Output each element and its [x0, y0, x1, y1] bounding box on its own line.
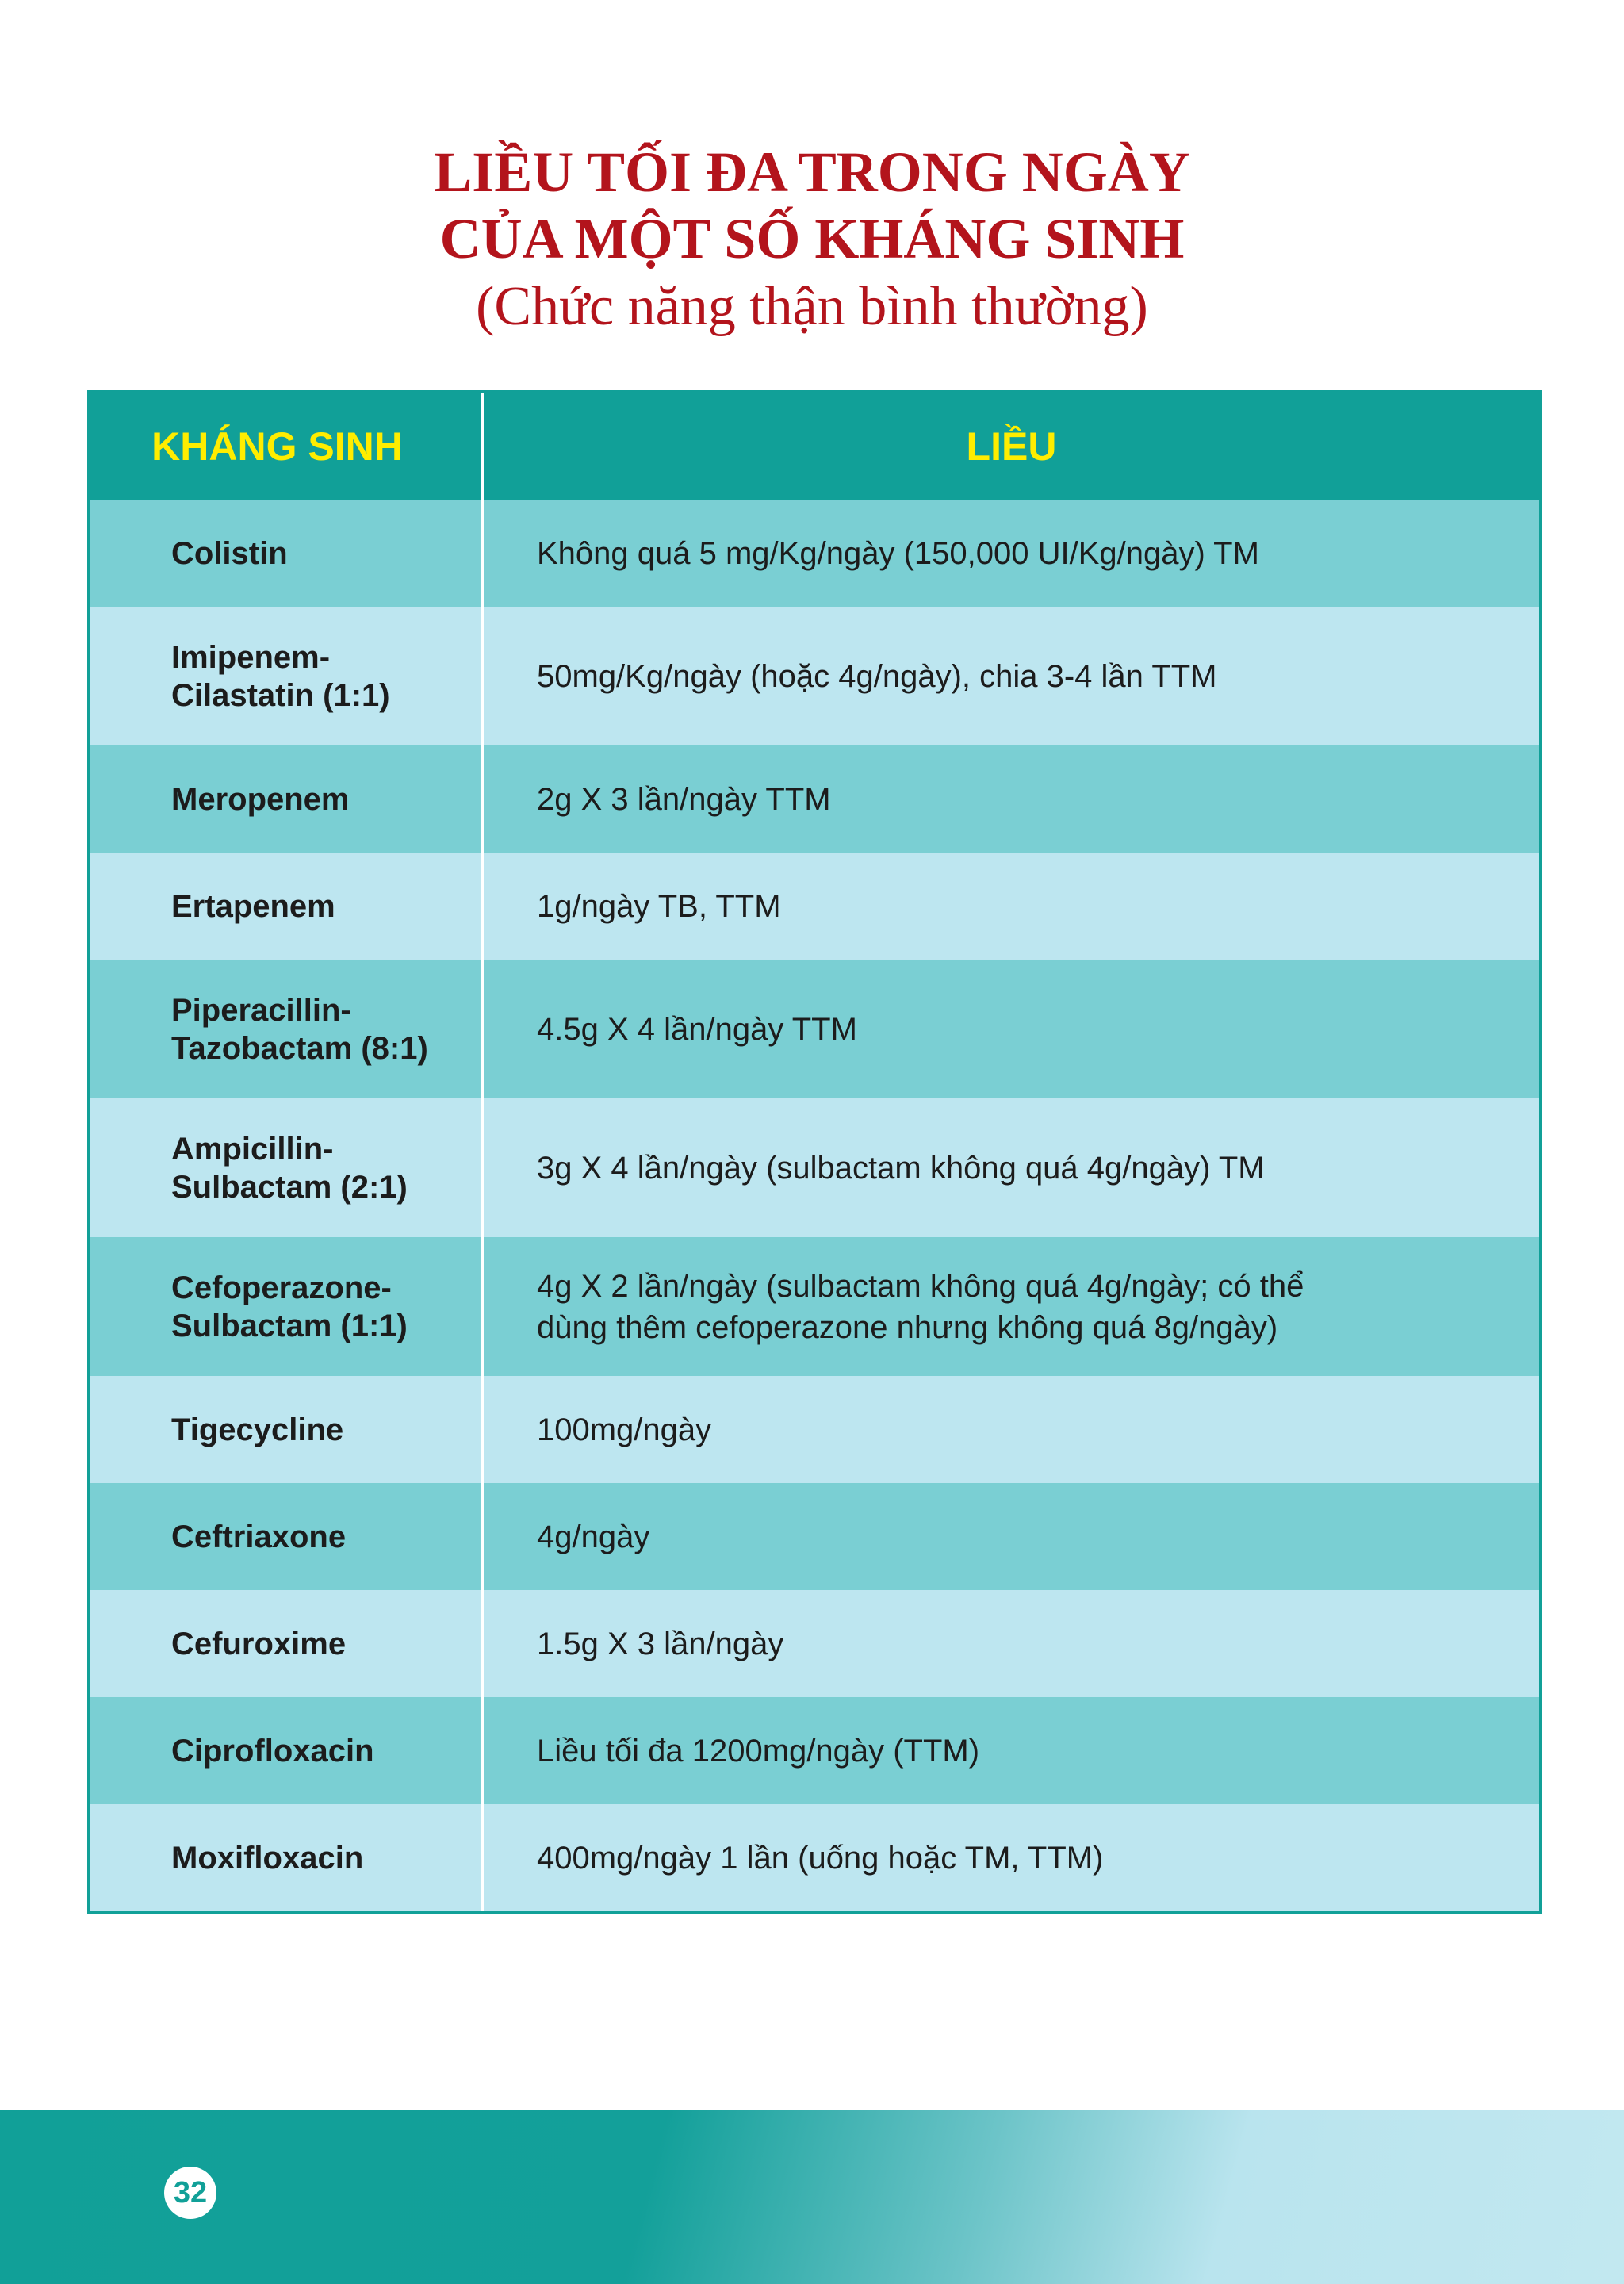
header-dose-label: LIỀU	[966, 423, 1057, 469]
drug-dose: 400mg/ngày 1 lần (uống hoặc TM, TTM)	[537, 1840, 1104, 1876]
drug-dose: 1g/ngày TB, TTM	[537, 888, 781, 924]
drug-name: Ampicillin- Sulbactam (2:1)	[171, 1131, 408, 1205]
drug-dose: Không quá 5 mg/Kg/ngày (150,000 UI/Kg/ngày) TM	[537, 535, 1259, 571]
drug-dose: 50mg/Kg/ngày (hoặc 4g/ngày), chia 3-4 lần TTM	[537, 658, 1217, 694]
table-row	[90, 960, 1539, 1098]
drug-dose: 4g X 2 lần/ngày (sulbactam không quá 4g/ngày; có thể dùng thêm cefoperazone nhưng không quá 8g/ngày)	[537, 1268, 1304, 1345]
drug-dose: 4.5g X 4 lần/ngày TTM	[537, 1011, 857, 1047]
drug-dose: 100mg/ngày	[537, 1412, 712, 1447]
page-title	[0, 139, 1624, 340]
drug-dose: 3g X 4 lần/ngày (sulbactam không quá 4g/ngày) TM	[537, 1150, 1265, 1186]
table-row	[90, 853, 1539, 960]
table-row	[90, 1590, 1539, 1697]
drug-name: Moxifloxacin	[171, 1840, 364, 1876]
drug-dose: 2g X 3 lần/ngày TTM	[537, 781, 831, 817]
drug-dose: 4g/ngày	[537, 1519, 650, 1554]
drug-name: Ertapenem	[171, 888, 335, 924]
drug-name: Cefoperazone- Sulbactam (1:1)	[171, 1270, 408, 1343]
drug-dose: 1.5g X 3 lần/ngày	[537, 1626, 784, 1661]
table-row	[90, 1483, 1539, 1590]
table-row	[90, 1804, 1539, 1911]
table-row	[90, 1376, 1539, 1483]
antibiotic-dose-table	[87, 390, 1542, 1914]
drug-name: Tigecycline	[171, 1412, 344, 1447]
drug-dose: Liều tối đa 1200mg/ngày (TTM)	[537, 1733, 980, 1769]
table-row	[90, 607, 1539, 745]
title-line-2: CỦA MỘT SỐ KHÁNG SINH	[439, 207, 1185, 270]
title-subtitle: (Chức năng thận bình thường)	[476, 276, 1148, 337]
header-antibiotic-label: KHÁNG SINH	[151, 423, 403, 469]
page-number: 32	[164, 2167, 216, 2219]
drug-name: Imipenem- Cilastatin (1:1)	[171, 639, 390, 713]
drug-name: Ceftriaxone	[171, 1519, 347, 1554]
title-line-1: LIỀU TỐI ĐA TRONG NGÀY	[434, 140, 1190, 204]
table-row	[90, 745, 1539, 853]
drug-name: Ciprofloxacin	[171, 1733, 374, 1769]
header-cell-dose	[484, 393, 1539, 500]
header-cell-antibiotic	[90, 393, 484, 500]
drug-name: Piperacillin- Tazobactam (8:1)	[171, 992, 428, 1066]
table-row	[90, 1697, 1539, 1804]
drug-name: Colistin	[171, 535, 288, 571]
table-row	[90, 500, 1539, 607]
drug-name: Cefuroxime	[171, 1626, 347, 1661]
table-row	[90, 1098, 1539, 1237]
table-header-row	[90, 393, 1539, 500]
drug-name: Meropenem	[171, 781, 350, 817]
table-row	[90, 1237, 1539, 1376]
footer-band	[0, 2110, 1624, 2284]
